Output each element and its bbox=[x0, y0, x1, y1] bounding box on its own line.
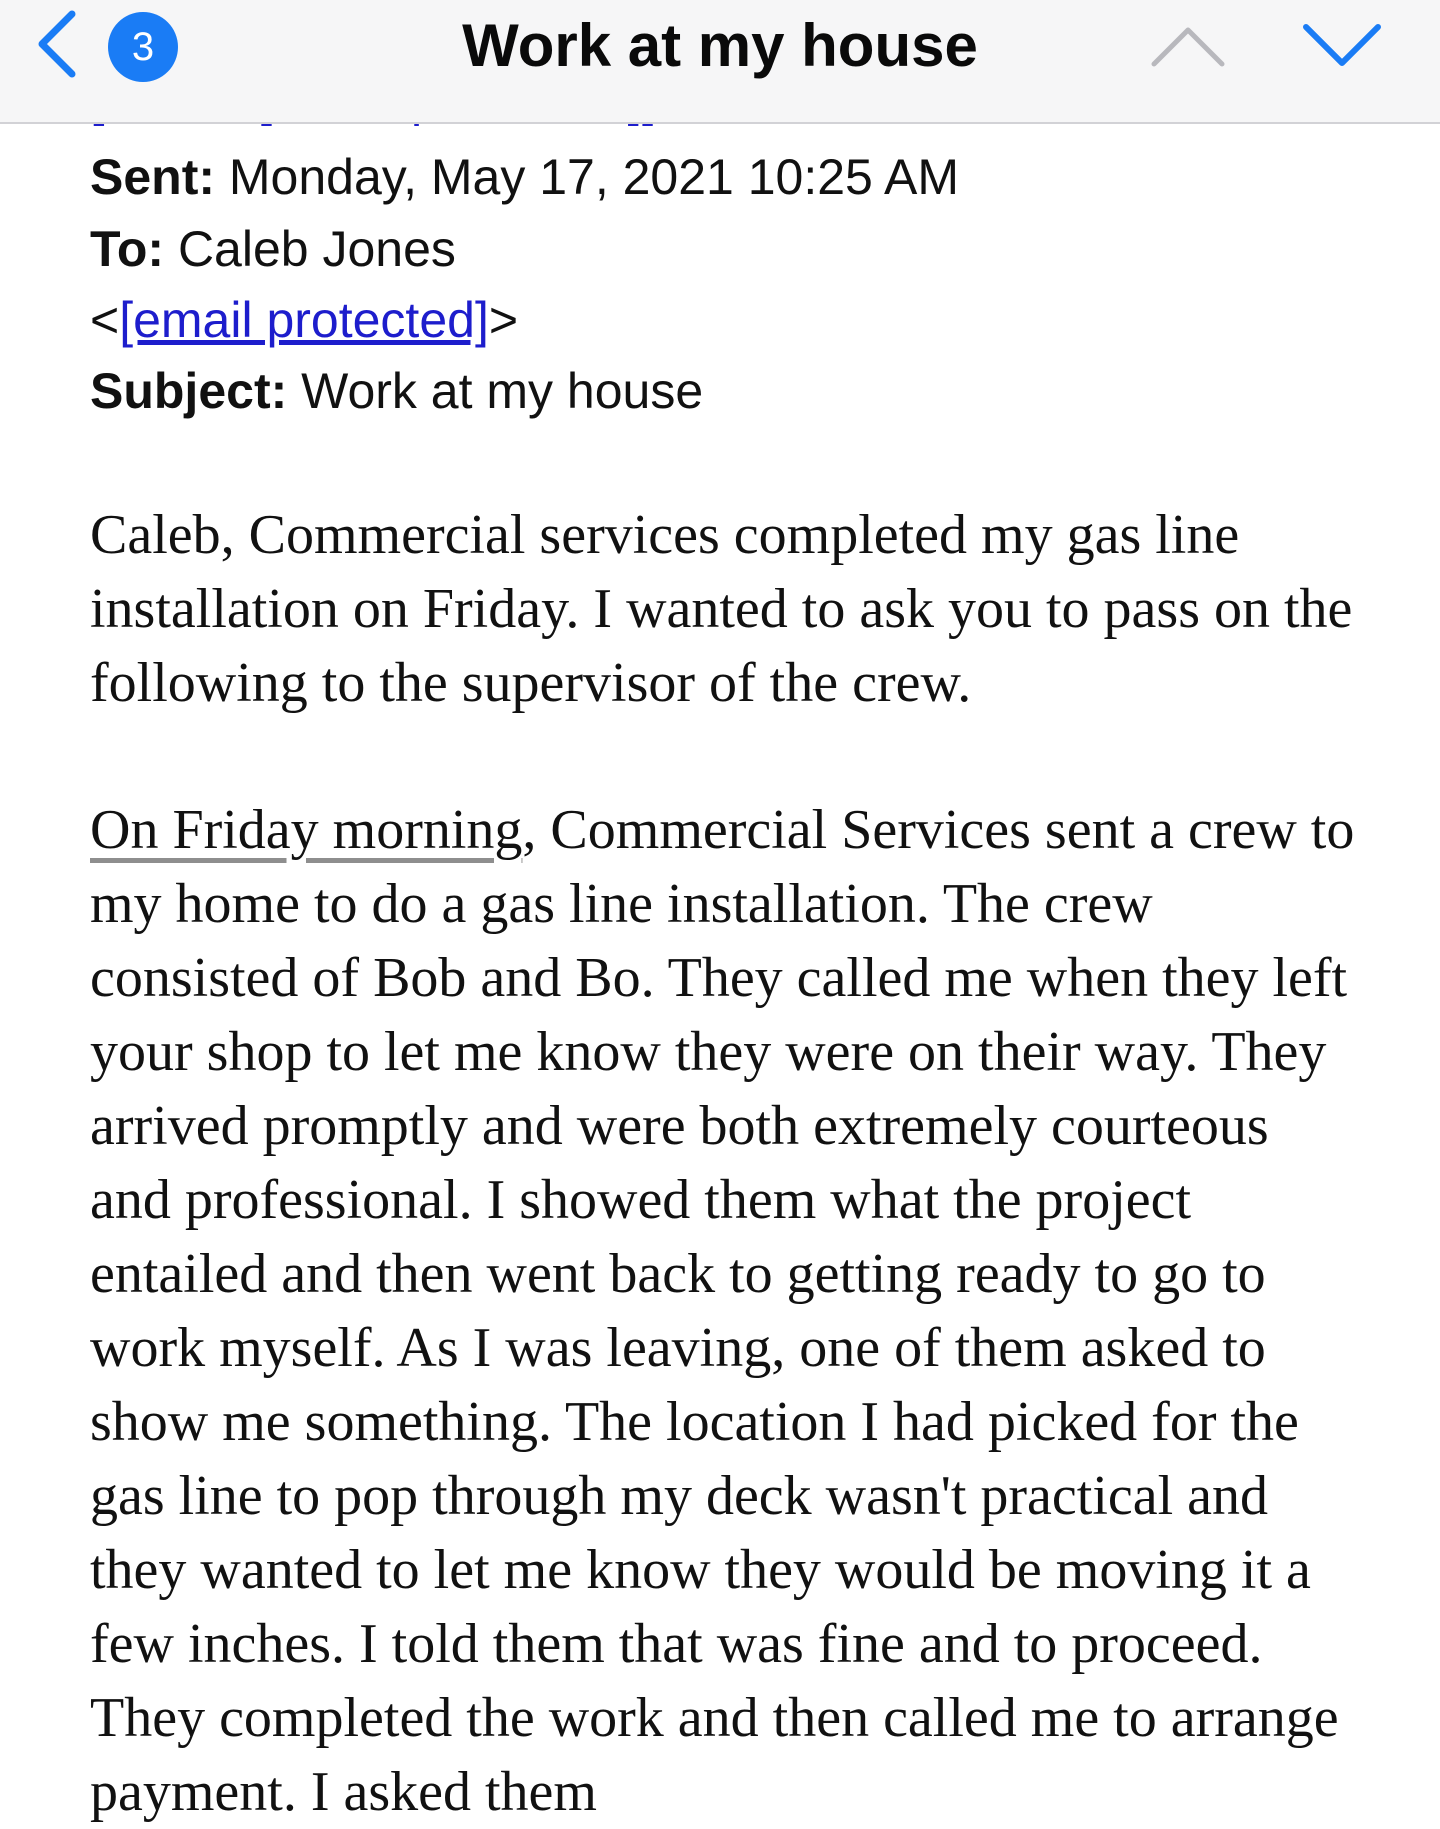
sent-line bbox=[90, 142, 959, 212]
navigation-bar bbox=[0, 0, 1440, 124]
to-line bbox=[90, 214, 456, 284]
body-paragraph-2 bbox=[90, 793, 1360, 1829]
to-email-close: > bbox=[488, 292, 519, 348]
sent-value: Monday, May 17, 2021 10:25 AM bbox=[228, 149, 959, 205]
paragraph-2-text: , Commercial Services sent a crew to my home to do a gas line installation. The crew consisted of Bob and Bo. They called me when they left your shop to let me know they were on their way. They arrived promptly and were both extremely courteous and professional. I showed them what the project entailed and then went back to getting ready to go to work myself. As I was leaving, one of them asked to show me something. The location I had picked for the gas line to pop through my deck wasn't practical and they wanted to let me know they would be moving it a few inches. I told them that was fine and to proceed. They completed the work and then called me to arrange payment. I asked them bbox=[90, 799, 1355, 1823]
to-email-link[interactable]: [email protected] bbox=[119, 292, 489, 348]
nav-title: Work at my house bbox=[462, 12, 978, 79]
previous-message-button[interactable] bbox=[1148, 14, 1228, 78]
next-message-button[interactable] bbox=[1300, 14, 1384, 78]
subject-label: Subject: bbox=[90, 363, 288, 419]
back-button[interactable] bbox=[28, 8, 88, 80]
to-email-line bbox=[90, 285, 518, 355]
chevron-up-icon bbox=[1150, 22, 1226, 70]
to-label: To: bbox=[90, 221, 165, 277]
unread-count-badge[interactable]: 3 bbox=[108, 12, 178, 82]
subject-value: Work at my house bbox=[301, 363, 704, 419]
body-paragraph-1: Caleb, Commercial services completed my gas line installation on Friday. I wanted to ask you to pass on the following to the supervisor of the crew. bbox=[90, 504, 1353, 714]
underlined-phrase: On Friday morning bbox=[90, 799, 523, 861]
to-name: Caleb Jones bbox=[177, 221, 456, 277]
subject-line bbox=[90, 356, 703, 426]
to-email-open: < bbox=[90, 292, 120, 348]
chevron-left-icon bbox=[34, 8, 82, 80]
chevron-down-icon bbox=[1302, 21, 1382, 71]
sent-label: Sent: bbox=[90, 149, 215, 205]
